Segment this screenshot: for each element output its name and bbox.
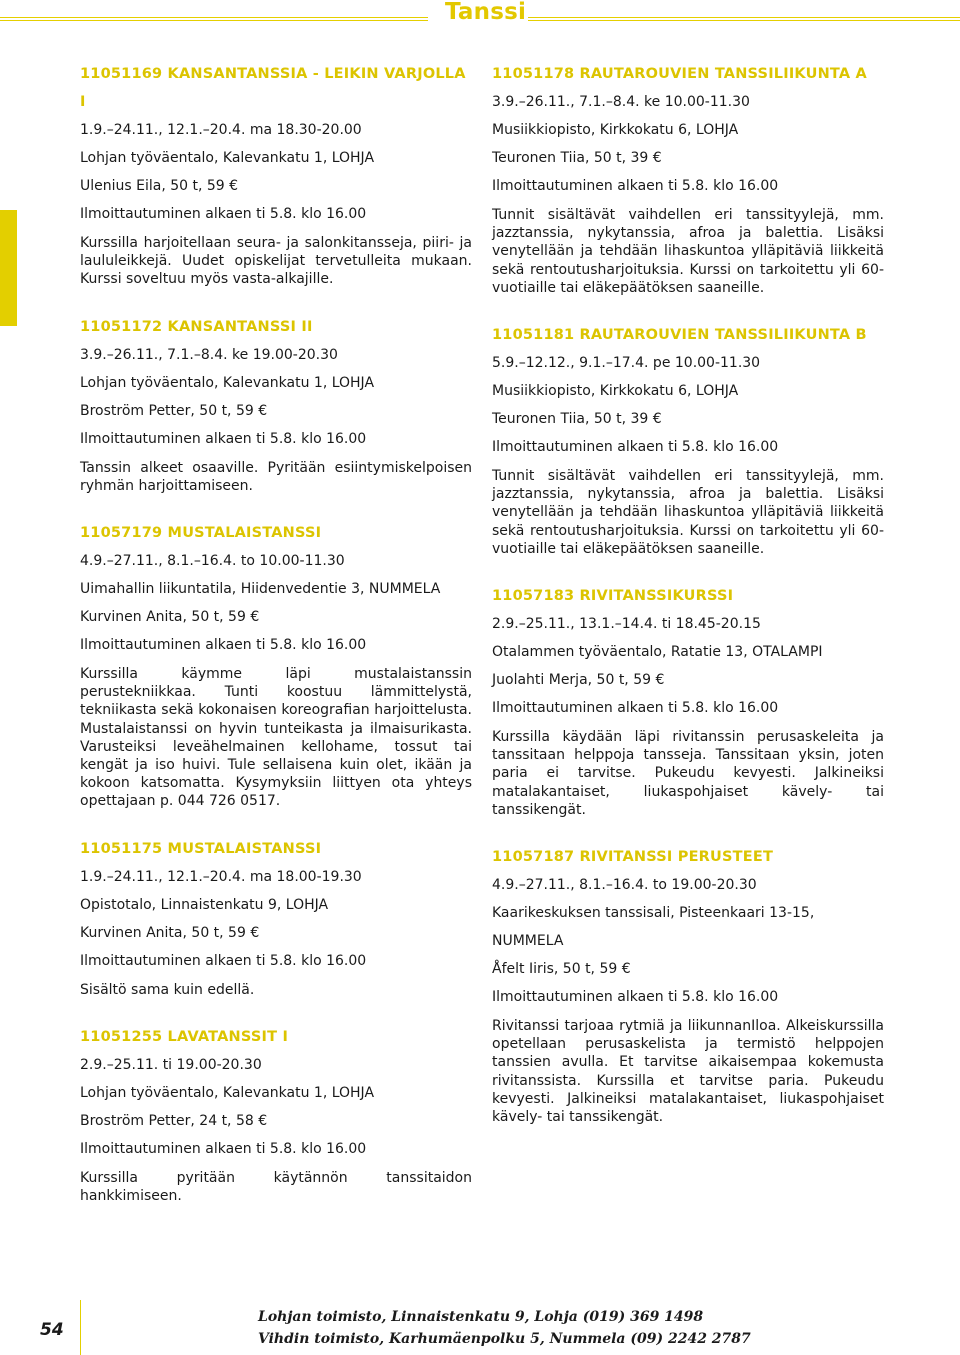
course-title: 11051178 RAUTAROUVIEN TANSSILIIKUNTA A (492, 66, 867, 82)
course-detail-line: Musiikkiopisto, Kirkkokatu 6, LOHJA (492, 122, 739, 138)
course-gap (80, 495, 472, 519)
course-detail-line: Ilmoittautuminen alkaen ti 5.8. klo 16.00 (492, 178, 779, 194)
course-description: Tanssin alkeet osaaville. Pyritään esiintymiskelpoisen ryhmän harjoittamiseen. (80, 459, 472, 494)
course-detail-line: Åfelt Iiris, 50 t, 59 € (492, 961, 631, 978)
course-detail-line: 3.9.–26.11., 7.1.–8.4. ke 19.00-20.30 (80, 346, 338, 363)
course-detail-line: Teuronen Tiia, 50 t, 39 € (492, 411, 662, 428)
course-title: 11051255 LAVATANSSIT I (80, 1028, 289, 1045)
course-detail-line: Ilmoittautuminen alkaen ti 5.8. klo 16.00 (80, 206, 367, 222)
course-block (80, 1023, 472, 1205)
course-description: Rivitanssi tarjoaa rytmiä ja liikunnanIloa. Alkeiskurssilla opetellaan perusaskelista ja termistö helppojen tanssien avulla. Et tarvitse aikaisempaa kokemusta rivitanssista. Kurssilla et tarvitse paria. Pukeudu kevyesti. Jalkineiksi matalakantaiset, liukaspohjaiset kävely- tai tanssikengät. (492, 1018, 884, 1126)
course-detail-line: Lohjan työväentalo, Kalevankatu 1, LOHJA (80, 1084, 375, 1101)
course-detail-line: Kurvinen Anita, 50 t, 59 € (80, 924, 260, 941)
course-detail-line: Ilmoittautuminen alkaen ti 5.8. klo 16.00 (492, 989, 779, 1006)
course-detail-line: Ilmoittautuminen alkaen ti 5.8. klo 16.00 (80, 952, 367, 969)
course-gap (492, 558, 884, 582)
course-title: 11051169 KANSANTANSSIA - LEIKIN VARJOLLA I (80, 66, 466, 110)
course-detail-line: Lohjan työväentalo, Kalevankatu 1, LOHJA (80, 374, 375, 391)
section-title: Tanssi (445, 0, 527, 25)
course-title: 11051172 KANSANTANSSI II (80, 318, 313, 335)
course-block (492, 321, 884, 558)
course-gap (80, 289, 472, 313)
office-vihti: Vihdin toimisto, Karhumäenpolku 5, Nummela (09) 2242 2787 (258, 1331, 751, 1347)
course-detail-line: Lohjan työväentalo, Kalevankatu 1, LOHJA (80, 150, 375, 166)
course-title: 11051181 RAUTAROUVIEN TANSSILIIKUNTA B (492, 327, 867, 344)
course-block (492, 843, 884, 1126)
course-detail-line: 4.9.–27.11., 8.1.–16.4. to 19.00-20.30 (492, 877, 757, 894)
course-description: Kurssilla pyritään käytännön tanssitaidon hankkimiseen. (80, 1169, 472, 1205)
course-detail-line: Ulenius Eila, 50 t, 59 € (80, 178, 239, 194)
course-detail-line: Kurvinen Anita, 50 t, 59 € (80, 609, 260, 626)
course-detail-line: Otalammen työväentalo, Ratatie 13, OTALAMPI (492, 644, 823, 661)
course-block (80, 835, 472, 999)
course-title: 11057183 RIVITANSSIKURSSI (492, 588, 734, 605)
course-detail-line: 5.9.–12.12., 9.1.–17.4. pe 10.00-11.30 (492, 355, 761, 372)
course-description: Kurssilla harjoitellaan seura- ja salonkitansseja, piiri- ja laululeikkejä. Uudet opiskelijat tervetulleita mukaan. Kurssi soveltuu myös vasta-alkajille. (80, 235, 472, 288)
course-detail-line: 1.9.–24.11., 12.1.–20.4. ma 18.30-20.00 (80, 122, 362, 138)
course-title: 11051175 MUSTALAISTANSSI (80, 840, 322, 857)
course-detail-line: Ilmoittautuminen alkaen ti 5.8. klo 16.00 (492, 439, 779, 456)
course-detail-line: Uimahallin liikuntatila, Hiidenvedentie 3, NUMMELA (80, 581, 441, 598)
left-column (80, 60, 472, 1205)
page-number: 54 (40, 1320, 64, 1340)
course-gap (492, 819, 884, 843)
course-gap (80, 999, 472, 1023)
course-block (492, 582, 884, 819)
header-rule-left (0, 17, 428, 24)
course-detail-line: Ilmoittautuminen alkaen ti 5.8. klo 16.00 (80, 1140, 367, 1157)
course-detail-line: Kaarikeskuksen tanssisali, Pisteenkaari 13-15, (492, 905, 815, 922)
side-accent-bar (0, 210, 17, 326)
course-block (492, 60, 884, 297)
right-column (492, 60, 884, 1126)
course-detail-line: Opistotalo, Linnaistenkatu 9, LOHJA (80, 896, 329, 913)
course-block (80, 519, 472, 811)
course-detail-line: Juolahti Merja, 50 t, 59 € (492, 672, 665, 689)
course-title: 11057187 RIVITANSSI PERUSTEET (492, 849, 774, 866)
course-gap (80, 811, 472, 835)
course-detail-line: Ilmoittautuminen alkaen ti 5.8. klo 16.00 (492, 700, 779, 717)
course-detail-line: 3.9.–26.11., 7.1.–8.4. ke 10.00-11.30 (492, 94, 750, 110)
course-title: 11057179 MUSTALAISTANSSI (80, 525, 322, 542)
office-contacts (258, 1306, 751, 1350)
course-description: Tunnit sisältävät vaihdellen eri tanssityylejä, mm. jazztanssia, nykytanssia, afroa ja balettia. Lisäksi venytellään ja tehdään lihaskuntoa ylläpitäviä liikkeitä sekä rentoutusharjoituksia. Kurssi on tarkoitettu yli 60-vuotiaille tai eläkepäätöksen saaneille. (492, 468, 884, 557)
footer-divider (80, 1300, 81, 1355)
course-gap (492, 297, 884, 321)
course-detail-line: Musiikkiopisto, Kirkkokatu 6, LOHJA (492, 383, 739, 400)
office-lohja: Lohjan toimisto, Linnaistenkatu 9, Lohja (019) 369 1498 (258, 1309, 704, 1325)
course-detail-line: 2.9.–25.11., 13.1.–14.4. ti 18.45-20.15 (492, 616, 761, 633)
course-detail-line: Teuronen Tiia, 50 t, 39 € (492, 150, 662, 166)
course-block (80, 313, 472, 495)
header-rule-right (528, 17, 960, 24)
course-block (80, 60, 472, 289)
course-detail-line: Broström Petter, 24 t, 58 € (80, 1112, 268, 1129)
course-detail-line: Ilmoittautuminen alkaen ti 5.8. klo 16.00 (80, 430, 367, 447)
course-detail-line: 4.9.–27.11., 8.1.–16.4. to 10.00-11.30 (80, 553, 345, 570)
course-detail-line: NUMMELA (492, 933, 564, 950)
course-detail-line: Ilmoittautuminen alkaen ti 5.8. klo 16.00 (80, 637, 367, 654)
course-description: Kurssilla käydään läpi rivitanssin perusaskeleita ja tanssitaan helppoja tansseja. Tanssitaan yksin, joten paria ei tarvitse. Pukeudu kevyesti. Jalkineiksi matalakantaiset, liukaspohjaiset kävely- tai tanssikengät. (492, 729, 884, 818)
course-description: Tunnit sisältävät vaihdellen eri tanssityylejä, mm. jazztanssia, nykytanssia, afroa ja balettia. Lisäksi venytellään ja tehdään lihaskuntoa ylläpitäviä liikkeitä sekä rentoutusharjoituksia. Kurssi on tarkoitettu yli 60-vuotiaille tai eläkepäätöksen saaneille. (492, 207, 884, 296)
course-detail-line: Broström Petter, 50 t, 59 € (80, 402, 268, 419)
course-detail-line: 2.9.–25.11. ti 19.00-20.30 (80, 1056, 262, 1073)
course-description: Sisältö sama kuin edellä. (80, 981, 255, 998)
course-description: Kurssilla käymme läpi mustalaistanssin perustekniikkaa. Tunti koostuu lämmittelystä, tekniikasta sekä kokonaisen koreografian harjoittelusta. Mustalaistanssi on hyvin tunteikasta ja ilmaisurikasta. Varusteiksi leveähelmainen kellohame, tossut tai kengät ja iso huivi. Tule sellaisena kuin olet, ikään ja kokoon katsomatta. Kysymyksiin liittyen ota yhteys opettajaan p. 044 726 0517. (80, 666, 472, 810)
course-detail-line: 1.9.–24.11., 12.1.–20.4. ma 18.00-19.30 (80, 868, 362, 885)
